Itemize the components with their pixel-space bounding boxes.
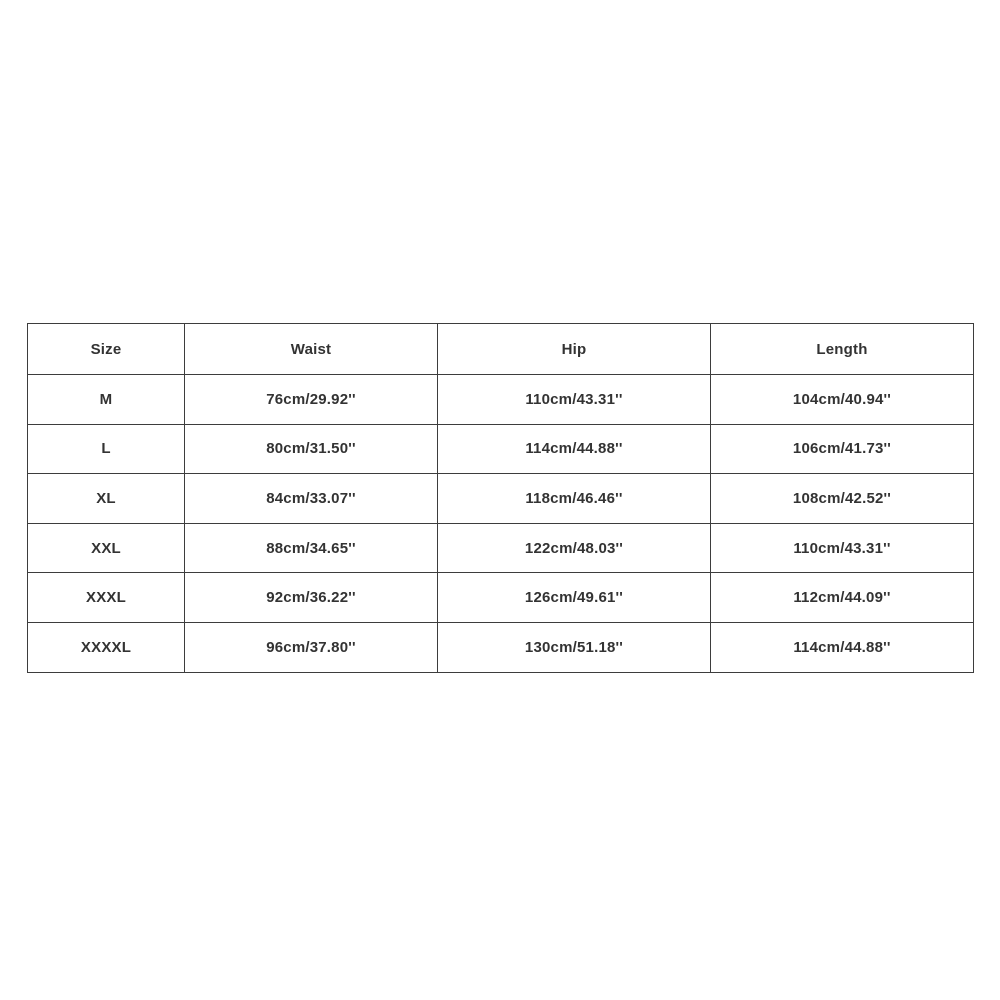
waist-cell: 96cm/37.80'' — [185, 622, 438, 672]
length-cell: 106cm/41.73'' — [711, 424, 974, 474]
length-cell: 110cm/43.31'' — [711, 523, 974, 573]
column-header-hip: Hip — [438, 324, 711, 375]
table-row — [28, 523, 974, 573]
column-header-waist: Waist — [185, 324, 438, 375]
hip-cell: 114cm/44.88'' — [438, 424, 711, 474]
size-cell: XXL — [28, 523, 185, 573]
table-row — [28, 622, 974, 672]
column-header-length: Length — [711, 324, 974, 375]
table-row — [28, 573, 974, 623]
hip-cell: 130cm/51.18'' — [438, 622, 711, 672]
column-header-size: Size — [28, 324, 185, 375]
size-cell: XXXXL — [28, 622, 185, 672]
table-row — [28, 424, 974, 474]
size-cell: XXXL — [28, 573, 185, 623]
waist-cell: 76cm/29.92'' — [185, 375, 438, 425]
waist-cell: 92cm/36.22'' — [185, 573, 438, 623]
table-row — [28, 474, 974, 524]
size-cell: XL — [28, 474, 185, 524]
table-row — [28, 375, 974, 425]
size-cell: M — [28, 375, 185, 425]
size-chart — [27, 323, 973, 673]
waist-cell: 80cm/31.50'' — [185, 424, 438, 474]
length-cell: 114cm/44.88'' — [711, 622, 974, 672]
waist-cell: 88cm/34.65'' — [185, 523, 438, 573]
hip-cell: 118cm/46.46'' — [438, 474, 711, 524]
size-chart-table — [27, 323, 974, 673]
hip-cell: 110cm/43.31'' — [438, 375, 711, 425]
length-cell: 108cm/42.52'' — [711, 474, 974, 524]
length-cell: 112cm/44.09'' — [711, 573, 974, 623]
hip-cell: 126cm/49.61'' — [438, 573, 711, 623]
waist-cell: 84cm/33.07'' — [185, 474, 438, 524]
length-cell: 104cm/40.94'' — [711, 375, 974, 425]
size-cell: L — [28, 424, 185, 474]
size-chart-header-row — [28, 324, 974, 375]
hip-cell: 122cm/48.03'' — [438, 523, 711, 573]
